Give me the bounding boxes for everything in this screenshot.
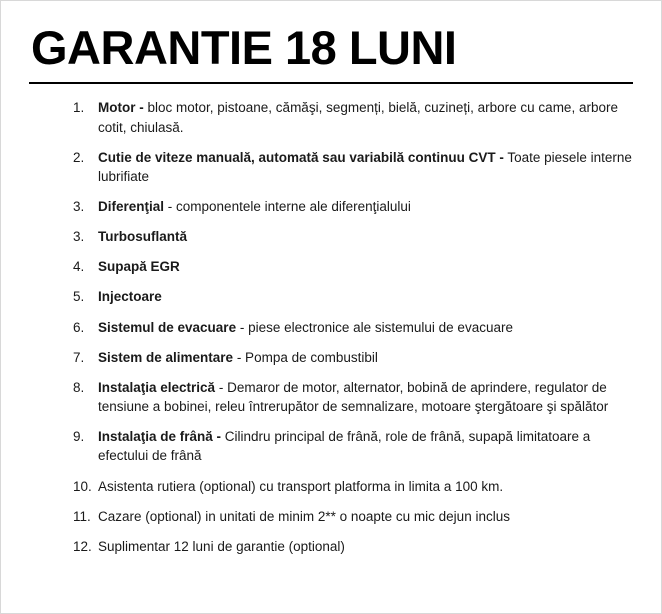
list-item-rest: Cilindru principal de frână, role de frână, supapă limitatoare a efectului de frână — [98, 429, 591, 464]
list-item — [73, 378, 633, 416]
list-item-body — [98, 348, 633, 367]
list-item-rest: - Demaror de motor, alternator, bobină de aprindere, regulator de tensiune a bobinei, releu întrerupător de semnalizare, motoare ştergătoare şi spălător — [98, 379, 609, 415]
warranty-coverage-list — [1, 98, 661, 556]
list-item — [73, 507, 633, 526]
list-item-body — [98, 148, 633, 186]
list-item — [73, 537, 633, 556]
title-divider — [29, 82, 633, 84]
list-item-number: 1. — [73, 100, 85, 116]
list-item-rest: Toate piesele interne lubrifiate — [98, 149, 632, 184]
list-item-number: 11. — [73, 508, 91, 524]
list-item-lead: Turbosuflantă — [98, 229, 187, 245]
list-item-number: 7. — [73, 349, 85, 365]
list-item-number: 10. — [73, 478, 92, 494]
list-item-number: 4. — [73, 259, 85, 275]
list-item-rest: bloc motor, pistoane, cămăşi, segmenți, bielă, cuzineți, arbore cu came, arbore cotit, chiulasă. — [98, 100, 618, 135]
list-item-body — [98, 507, 633, 526]
list-item-number: 6. — [73, 319, 85, 335]
list-item-lead: Sistemul de evacuare — [98, 319, 237, 335]
list-item-rest: - piese electronice ale sistemului de evacuare — [236, 319, 513, 335]
list-item-rest: - componentele interne ale diferenţialului — [164, 198, 411, 214]
list-item-lead: Instalaţia de frână - — [98, 429, 222, 445]
list-item-rest: Cazare (optional) in unitati de minim 2** o noapte cu mic dejun inclus — [98, 508, 510, 524]
list-item-number: 12. — [73, 538, 92, 554]
list-item-lead: Diferenţial — [98, 198, 165, 214]
list-item — [73, 227, 633, 246]
list-item — [73, 197, 633, 216]
list-item-number: 9. — [73, 429, 85, 445]
list-item-body — [98, 318, 633, 337]
list-item — [73, 427, 633, 465]
list-item — [73, 287, 633, 306]
list-item-number: 2. — [73, 149, 85, 165]
list-item-body — [98, 98, 633, 136]
list-item-body — [98, 537, 633, 556]
list-item-lead: Injectoare — [98, 289, 162, 305]
list-item-lead: Instalaţia electrică — [98, 379, 216, 395]
list-item — [73, 257, 633, 276]
list-item-number: 5. — [73, 289, 85, 305]
list-item-body — [98, 227, 633, 246]
list-item-body — [98, 378, 633, 416]
list-item-body — [98, 287, 633, 306]
list-item-lead: Sistem de alimentare — [98, 349, 234, 365]
list-item — [73, 98, 633, 136]
list-item-lead: Motor - — [98, 100, 144, 116]
list-item-rest: Suplimentar 12 luni de garantie (optional) — [98, 538, 345, 554]
list-item — [73, 477, 633, 496]
list-item — [73, 318, 633, 337]
list-item-number: 3. — [73, 198, 85, 214]
list-item-lead: Cutie de viteze manuală, automată sau variabilă continuu CVT - — [98, 149, 504, 165]
list-item-number: 8. — [73, 379, 85, 395]
list-item — [73, 148, 633, 186]
list-item-number: 3. — [73, 229, 85, 245]
list-item-rest: Asistenta rutiera (optional) cu transport platforma in limita a 100 km. — [98, 478, 504, 494]
page-title: GARANTIE 18 LUNI — [31, 21, 457, 74]
list-item-body — [98, 257, 633, 276]
list-item-rest: - Pompa de combustibil — [233, 349, 378, 365]
list-item-body — [98, 197, 633, 216]
list-item-body — [98, 427, 633, 465]
list-item-lead: Supapă EGR — [98, 259, 180, 275]
list-item-body — [98, 477, 633, 496]
list-item — [73, 348, 633, 367]
